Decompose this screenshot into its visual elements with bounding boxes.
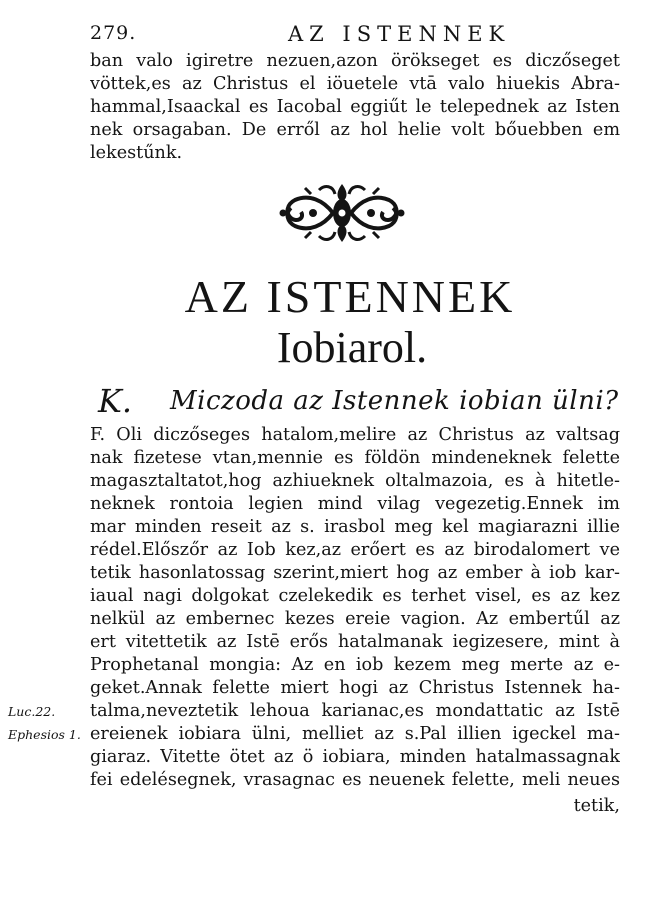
page-number: 279. xyxy=(90,22,137,44)
text-line: geket.Annak felette miert hogi az Christus Istennek ha- xyxy=(90,678,620,698)
text-line: ereienek iobiara ülni, melliet az s.Pal illien igeckel ma- xyxy=(90,724,620,744)
text-line: neknek rontoia legien mind vilag vegezetig.Ennek im xyxy=(90,494,620,514)
text-line: Prophetanal mongia: Az en iob kezem meg merte az e- xyxy=(90,655,620,675)
text-line: fei edelésegnek, vrasagnac es neuenek felette, meli neues xyxy=(90,770,620,790)
text-line: hammal,Isaackal es Iacobal eggiűt le telepednek az Isten xyxy=(90,97,620,117)
text-line: mar minden reseit az s. irasbol meg kel magiarazni illie xyxy=(90,517,620,537)
running-title: AZ ISTENNEK xyxy=(288,22,511,46)
fleuron-ornament-icon xyxy=(279,180,405,246)
margin-note: Luc.22. xyxy=(8,704,56,719)
text-line: rédel.Előszőr az Iob kez,az erőert es az birodalomert ve xyxy=(90,540,620,560)
text-line: giaraz. Vitette ötet az ö iobiara, minden hatalmassagnak xyxy=(90,747,620,767)
text-line: nak fizetese vtan,mennie es földön mindeneknek felette xyxy=(90,448,620,468)
chapter-subtitle: Iobiarol. xyxy=(276,323,428,372)
text-line: ert vitettetik az Istē erős hatalmanak iegizesere, mint à xyxy=(90,632,620,652)
text-line: tetik, xyxy=(573,796,620,816)
text-line: tetik hasonlatossag szerint,miert hog az ember à iob kar- xyxy=(90,563,620,583)
text-line: vöttek,es az Christus el iöuetele vtā valo hiuekis Abra- xyxy=(90,74,620,94)
margin-note: Ephesios 1. xyxy=(8,727,81,742)
text-line: magasztaltatot,hog azhiueknek oltalmazoia, es à hitetle- xyxy=(90,471,620,491)
chapter-title: AZ ISTENNEK xyxy=(184,271,516,322)
text-line: lekestűnk. xyxy=(90,143,183,163)
text-line: F. Oli diczőseges hatalom,melire az Christus az valtsag xyxy=(90,425,620,445)
question-marker: K. xyxy=(98,382,133,420)
text-line: iaual nagi dolgokat czelekedik es terhet visel, es az kez xyxy=(90,586,620,606)
text-line: nelkül az embernec kezes ereie vagion. Az embertűl az xyxy=(90,609,620,629)
running-head xyxy=(90,20,620,48)
catechism-question xyxy=(90,382,620,422)
text-line: ban valo igiretre nezuen,azon örökseget es diczőseget xyxy=(90,51,620,71)
text-line: talma,neveztetik lehoua karianac,es mondattatic az Istē xyxy=(90,701,620,721)
question-text: Miczoda az Istennek iobian ülni? xyxy=(170,386,619,416)
text-line: nek orsagaban. De erről az hol helie volt bőuebben em xyxy=(90,120,620,140)
